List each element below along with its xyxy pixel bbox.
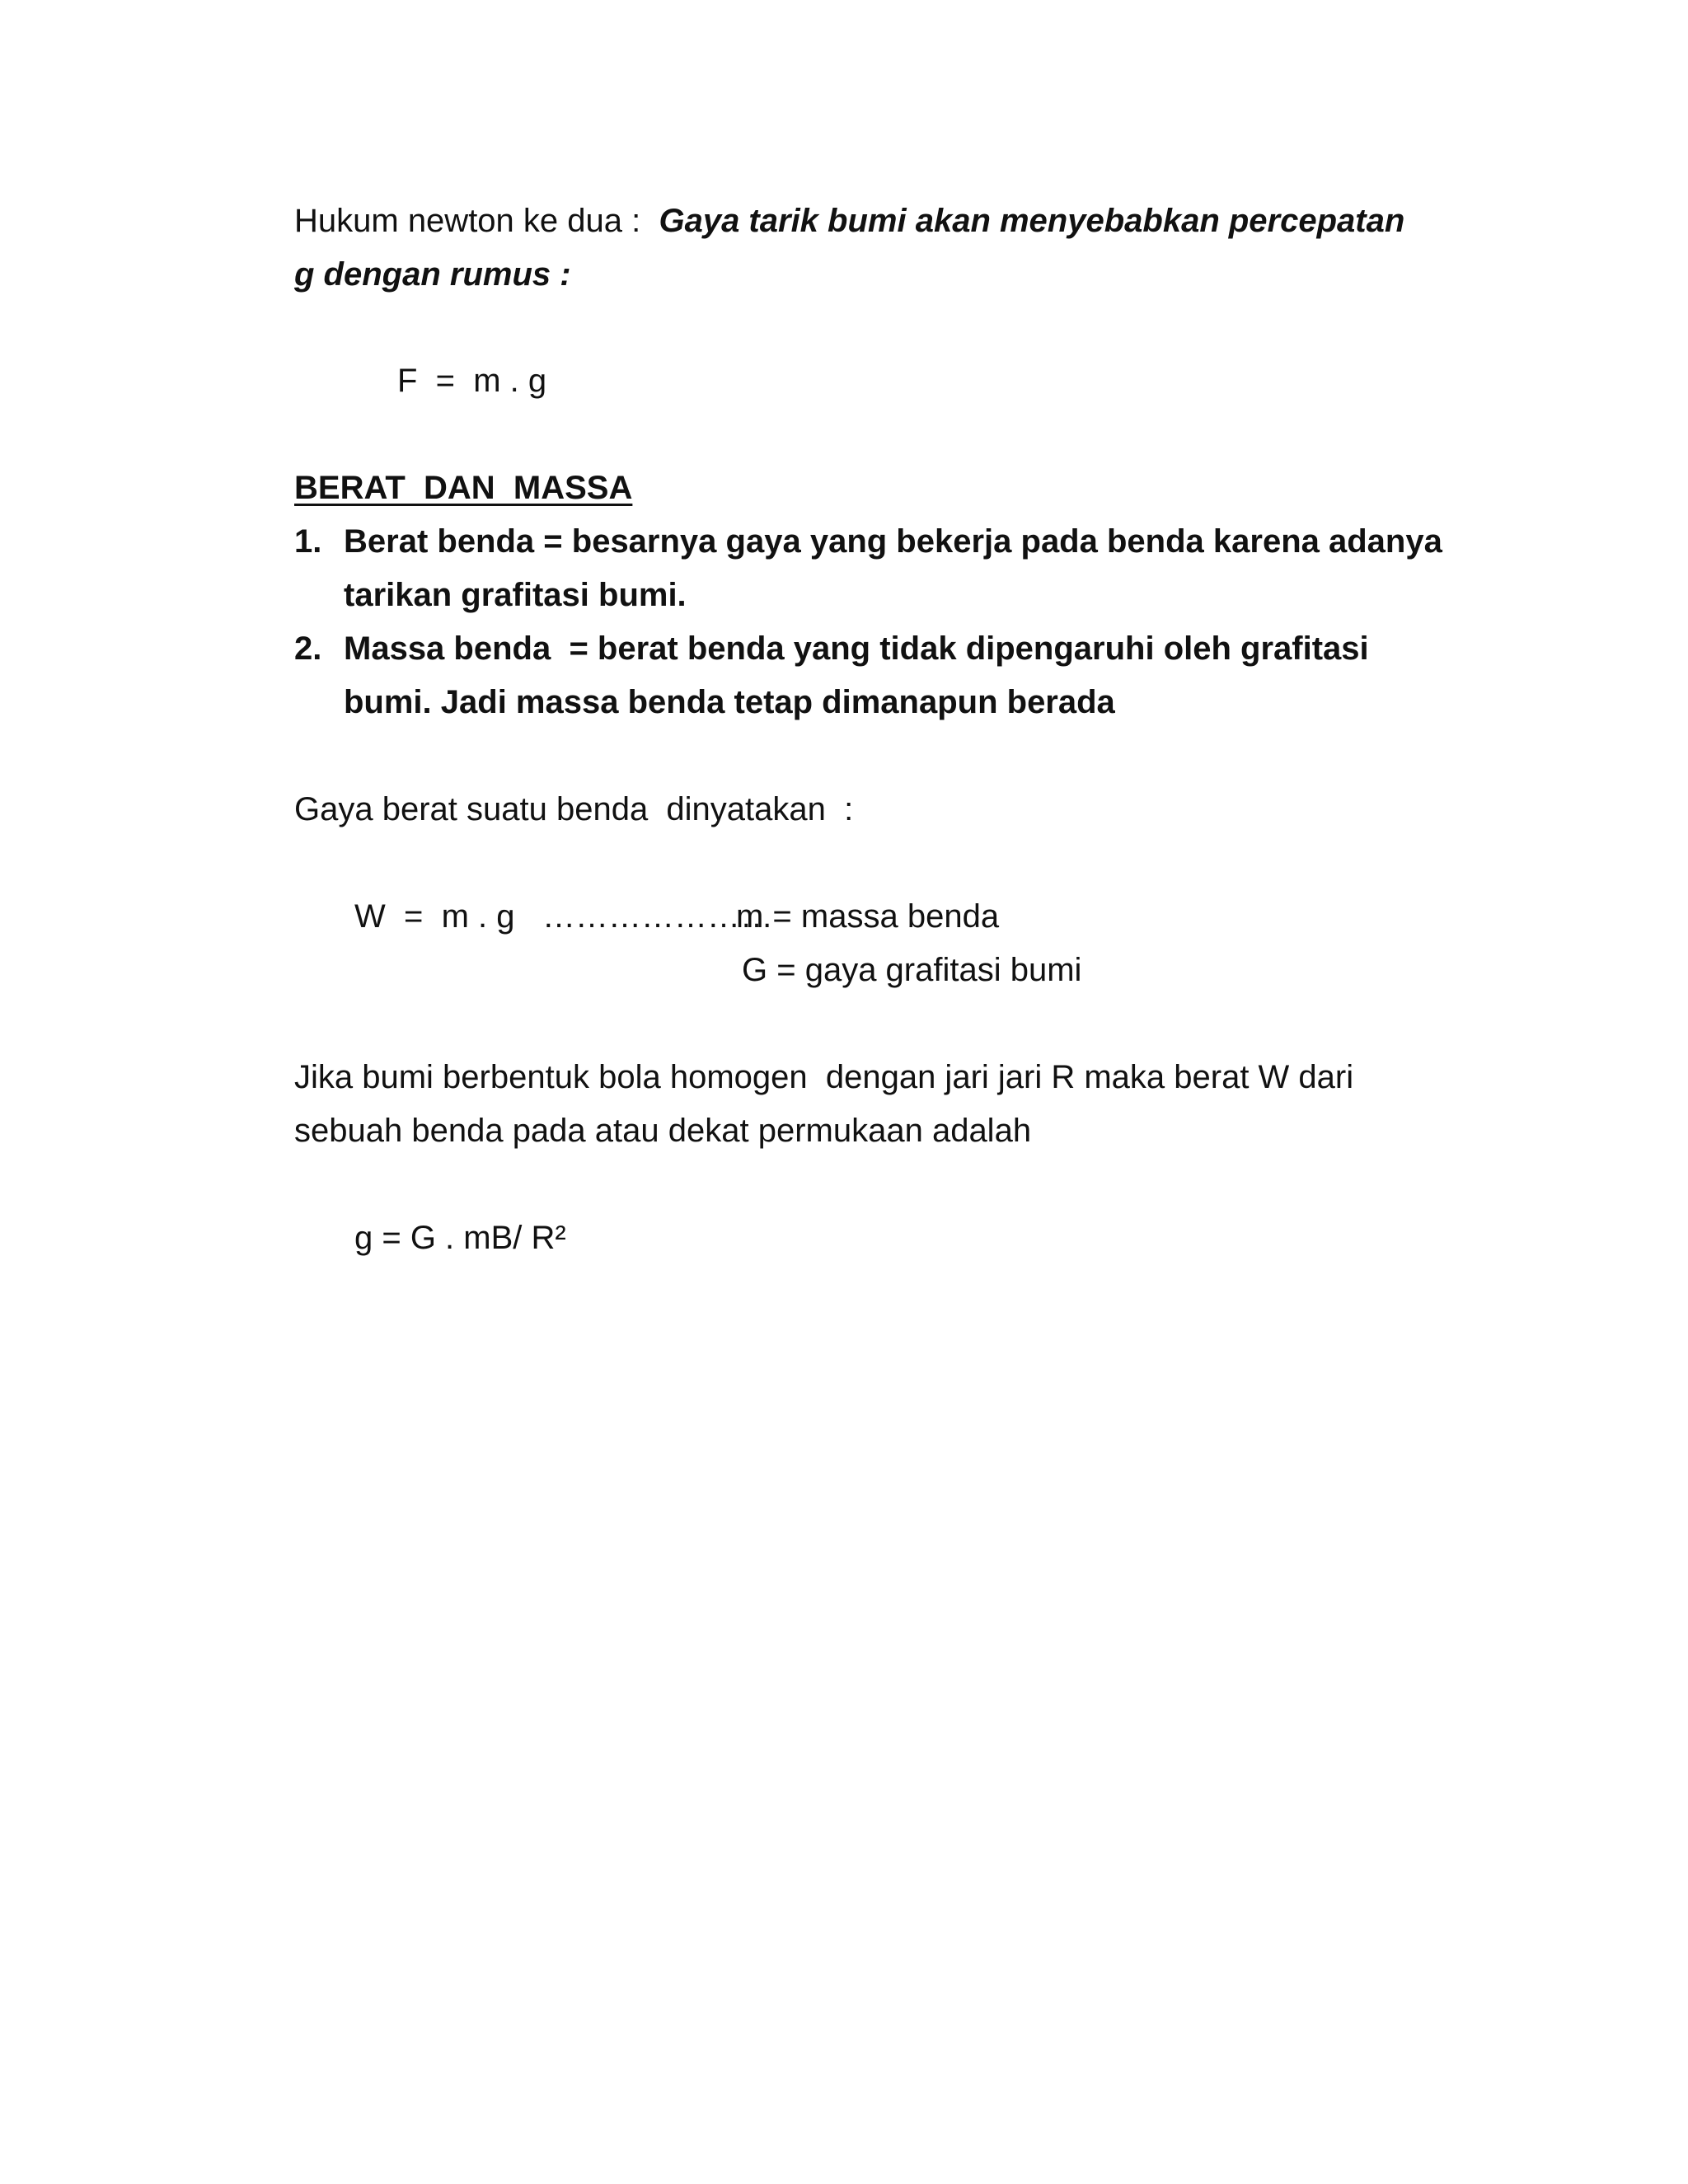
intro-emphasis-2: g dengan rumus : xyxy=(294,256,571,293)
definition-m: m = massa benda xyxy=(736,898,1000,935)
formula-weight-dots: ………………… xyxy=(542,898,773,935)
formula-newton: F = m . g xyxy=(397,363,547,399)
intro-paragraph xyxy=(294,194,1404,302)
sphere-paragraph xyxy=(294,1051,1353,1158)
intro-prefix: Hukum newton ke dua : xyxy=(294,203,641,239)
list-number-2: 2. xyxy=(294,630,322,667)
intro-line-1 xyxy=(294,194,1404,248)
list-text-2-line-1: Massa benda = berat benda yang tidak dipengaruhi oleh grafitasi xyxy=(344,630,1369,667)
weight-intro: Gaya berat suatu benda dinyatakan : xyxy=(294,791,854,827)
list-item-2 xyxy=(294,622,1531,729)
list-text-1-line-2: tarikan grafitasi bumi. xyxy=(344,577,687,613)
formula-gravity: g = G . mB/ R² xyxy=(354,1220,566,1256)
formula-weight-equation: W = m . g xyxy=(354,898,515,935)
list-text-2 xyxy=(344,622,1369,729)
list-text-2-line-2: bumi. Jadi massa benda tetap dimanapun berada xyxy=(344,684,1115,720)
definition-g: G = gaya grafitasi bumi xyxy=(742,952,1082,988)
list-number-1: 1. xyxy=(294,523,322,560)
intro-emphasis-1: Gaya tarik bumi akan menyebabkan percepatan xyxy=(659,203,1405,239)
list-item-1 xyxy=(294,515,1531,622)
sphere-line-2: sebuah benda pada atau dekat permukaan adalah xyxy=(294,1113,1032,1149)
list-text-1 xyxy=(344,515,1442,622)
sphere-line-1: Jika bumi berbentuk bola homogen dengan jari jari R maka berat W dari xyxy=(294,1059,1354,1095)
list-text-1-line-1: Berat benda = besarnya gaya yang bekerja pada benda karena adanya xyxy=(344,523,1442,560)
section-heading: BERAT DAN MASSA xyxy=(294,470,633,506)
